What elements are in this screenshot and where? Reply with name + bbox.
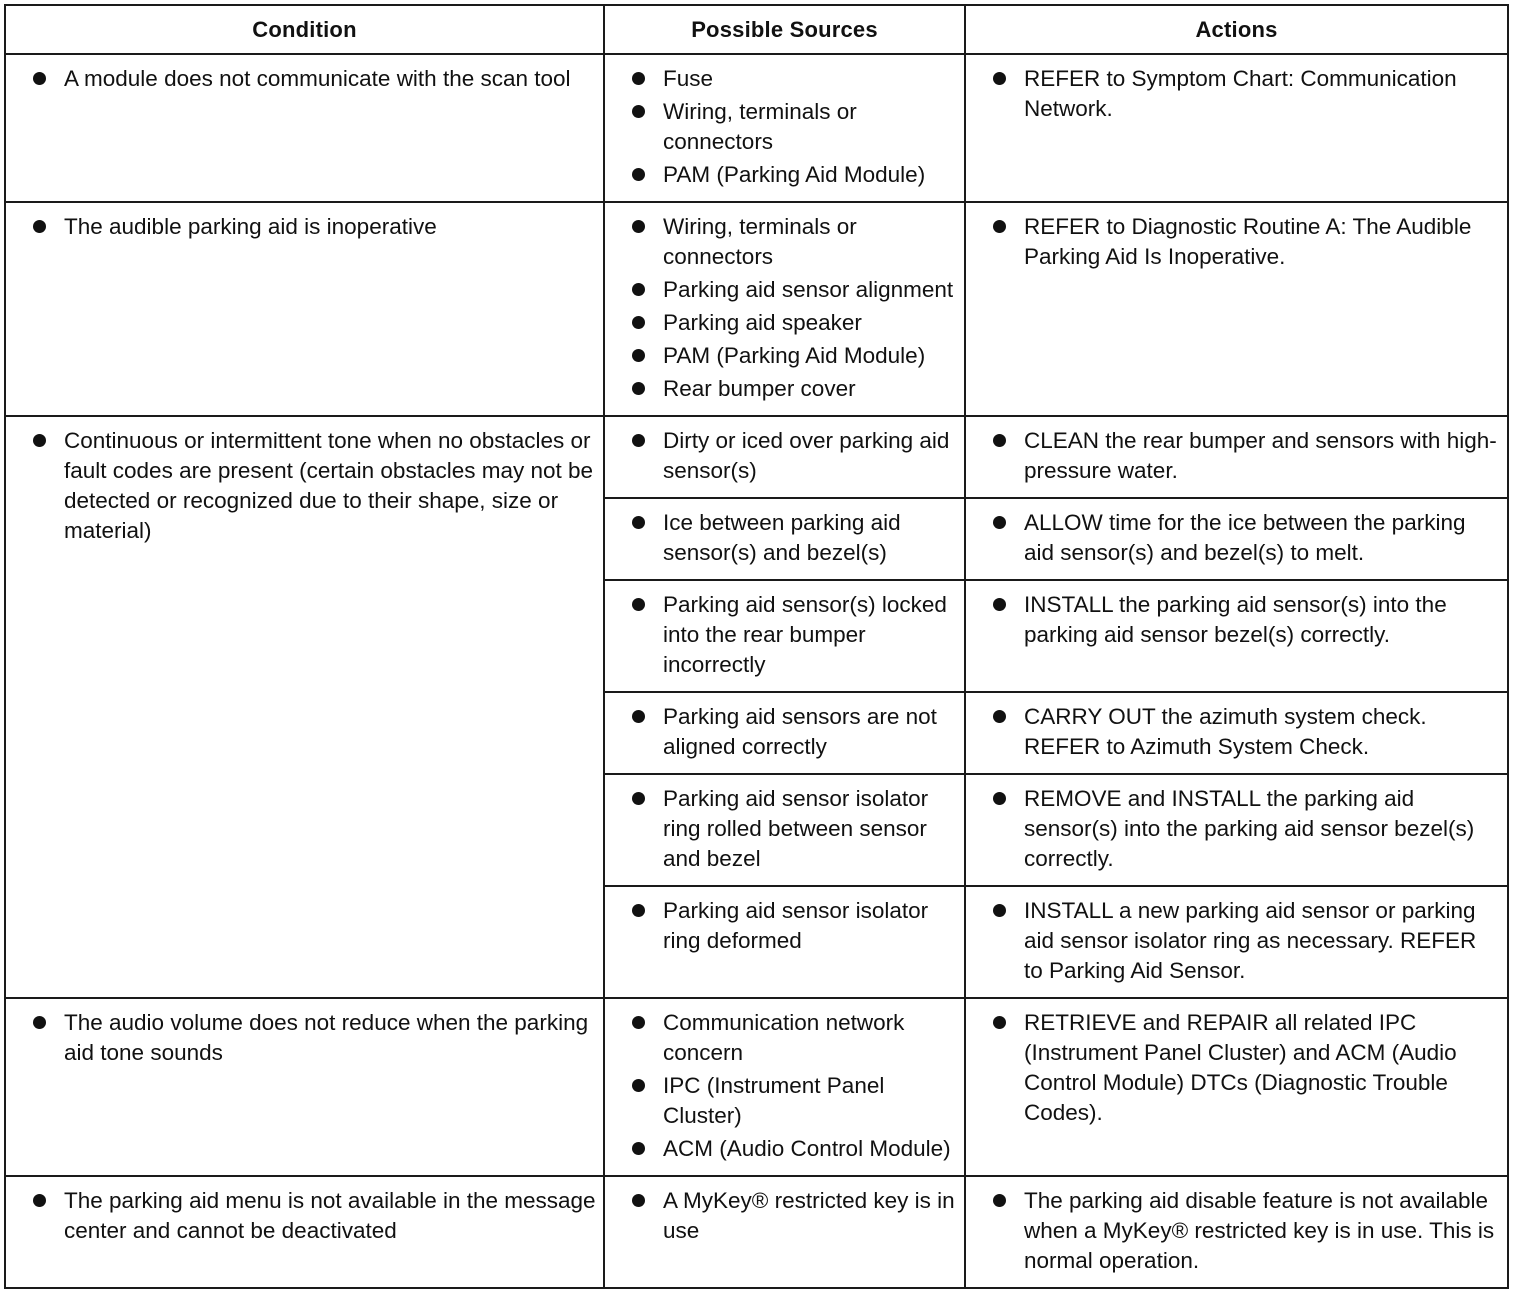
source-list (605, 702, 958, 762)
action-list (966, 784, 1501, 874)
condition-cell (5, 54, 604, 202)
source-list (605, 1186, 958, 1246)
sources-cell (604, 692, 965, 774)
action-list (966, 1008, 1501, 1128)
sources-cell (604, 202, 965, 416)
action-item: ALLOW time for the ice between the parking aid sensor(s) and bezel(s) to melt. (966, 508, 1501, 568)
sources-cell (604, 886, 965, 998)
condition-cell (5, 998, 604, 1176)
table-row (5, 416, 1508, 498)
actions-cell (965, 692, 1508, 774)
sources-cell (604, 580, 965, 692)
actions-cell (965, 202, 1508, 416)
action-list (966, 702, 1501, 762)
actions-cell (965, 580, 1508, 692)
source-item: Wiring, terminals or connectors (605, 212, 958, 272)
source-item: Rear bumper cover (605, 374, 958, 404)
source-list (605, 212, 958, 404)
source-list (605, 426, 958, 486)
symptom-table (4, 4, 1509, 1289)
action-list (966, 64, 1501, 124)
source-item: Parking aid sensor isolator ring rolled between sensor and bezel (605, 784, 958, 874)
source-item: A MyKey® restricted key is in use (605, 1186, 958, 1246)
table-row (5, 202, 1508, 416)
source-list (605, 590, 958, 680)
action-list (966, 1186, 1501, 1276)
action-list (966, 896, 1501, 986)
source-item: Parking aid speaker (605, 308, 958, 338)
sources-cell (604, 1176, 965, 1288)
actions-cell (965, 416, 1508, 498)
condition-cell (5, 1176, 604, 1288)
source-item: Fuse (605, 64, 958, 94)
sources-cell (604, 54, 965, 202)
source-list (605, 896, 958, 956)
action-list (966, 212, 1501, 272)
symptom-chart (4, 4, 1507, 1289)
action-list (966, 590, 1501, 650)
condition-cell (5, 416, 604, 998)
source-item: PAM (Parking Aid Module) (605, 341, 958, 371)
condition-item: The audio volume does not reduce when the parking aid tone sounds (6, 1008, 597, 1068)
condition-cell (5, 202, 604, 416)
condition-item: Continuous or intermittent tone when no obstacles or fault codes are present (certain obstacles may not be detected or recognized due to their shape, size or material) (6, 426, 597, 546)
source-item: Communication network concern (605, 1008, 958, 1068)
action-list (966, 508, 1501, 568)
source-list (605, 508, 958, 568)
condition-list (6, 64, 597, 94)
source-item: PAM (Parking Aid Module) (605, 160, 958, 190)
source-item: Parking aid sensor isolator ring deformed (605, 896, 958, 956)
possible-sources-header: Possible Sources (604, 5, 965, 54)
source-list (605, 1008, 958, 1164)
source-list (605, 784, 958, 874)
source-item: Wiring, terminals or connectors (605, 97, 958, 157)
actions-cell (965, 498, 1508, 580)
table-header-row (5, 5, 1508, 54)
condition-list (6, 1186, 597, 1246)
source-item: Parking aid sensors are not aligned correctly (605, 702, 958, 762)
actions-cell (965, 774, 1508, 886)
actions-cell (965, 54, 1508, 202)
sources-cell (604, 774, 965, 886)
action-item: CARRY OUT the azimuth system check. REFER to Azimuth System Check. (966, 702, 1501, 762)
source-item: Dirty or iced over parking aid sensor(s) (605, 426, 958, 486)
condition-item: The audible parking aid is inoperative (6, 212, 597, 242)
action-item: INSTALL a new parking aid sensor or parking aid sensor isolator ring as necessary. REFER to Parking Aid Sensor. (966, 896, 1501, 986)
source-item: IPC (Instrument Panel Cluster) (605, 1071, 958, 1131)
table-row (5, 54, 1508, 202)
actions-cell (965, 998, 1508, 1176)
action-item: REFER to Diagnostic Routine A: The Audible Parking Aid Is Inoperative. (966, 212, 1501, 272)
source-item: Ice between parking aid sensor(s) and bezel(s) (605, 508, 958, 568)
action-item: RETRIEVE and REPAIR all related IPC (Instrument Panel Cluster) and ACM (Audio Control Module) DTCs (Diagnostic Trouble Codes). (966, 1008, 1501, 1128)
actions-cell (965, 886, 1508, 998)
condition-list (6, 212, 597, 242)
condition-item: The parking aid menu is not available in the message center and cannot be deactivated (6, 1186, 597, 1246)
action-item: The parking aid disable feature is not available when a MyKey® restricted key is in use. This is normal operation. (966, 1186, 1501, 1276)
condition-list (6, 1008, 597, 1068)
actions-cell (965, 1176, 1508, 1288)
condition-list (6, 426, 597, 546)
action-item: REMOVE and INSTALL the parking aid sensor(s) into the parking aid sensor bezel(s) correctly. (966, 784, 1501, 874)
action-item: REFER to Symptom Chart: Communication Network. (966, 64, 1501, 124)
sources-cell (604, 498, 965, 580)
condition-header: Condition (5, 5, 604, 54)
action-list (966, 426, 1501, 486)
source-item: Parking aid sensor alignment (605, 275, 958, 305)
source-list (605, 64, 958, 190)
source-item: Parking aid sensor(s) locked into the rear bumper incorrectly (605, 590, 958, 680)
actions-header: Actions (965, 5, 1508, 54)
table-row (5, 1176, 1508, 1288)
action-item: CLEAN the rear bumper and sensors with high-pressure water. (966, 426, 1501, 486)
action-item: INSTALL the parking aid sensor(s) into the parking aid sensor bezel(s) correctly. (966, 590, 1501, 650)
table-row (5, 998, 1508, 1176)
sources-cell (604, 416, 965, 498)
sources-cell (604, 998, 965, 1176)
condition-item: A module does not communicate with the scan tool (6, 64, 597, 94)
source-item: ACM (Audio Control Module) (605, 1134, 958, 1164)
table-body (5, 54, 1508, 1288)
